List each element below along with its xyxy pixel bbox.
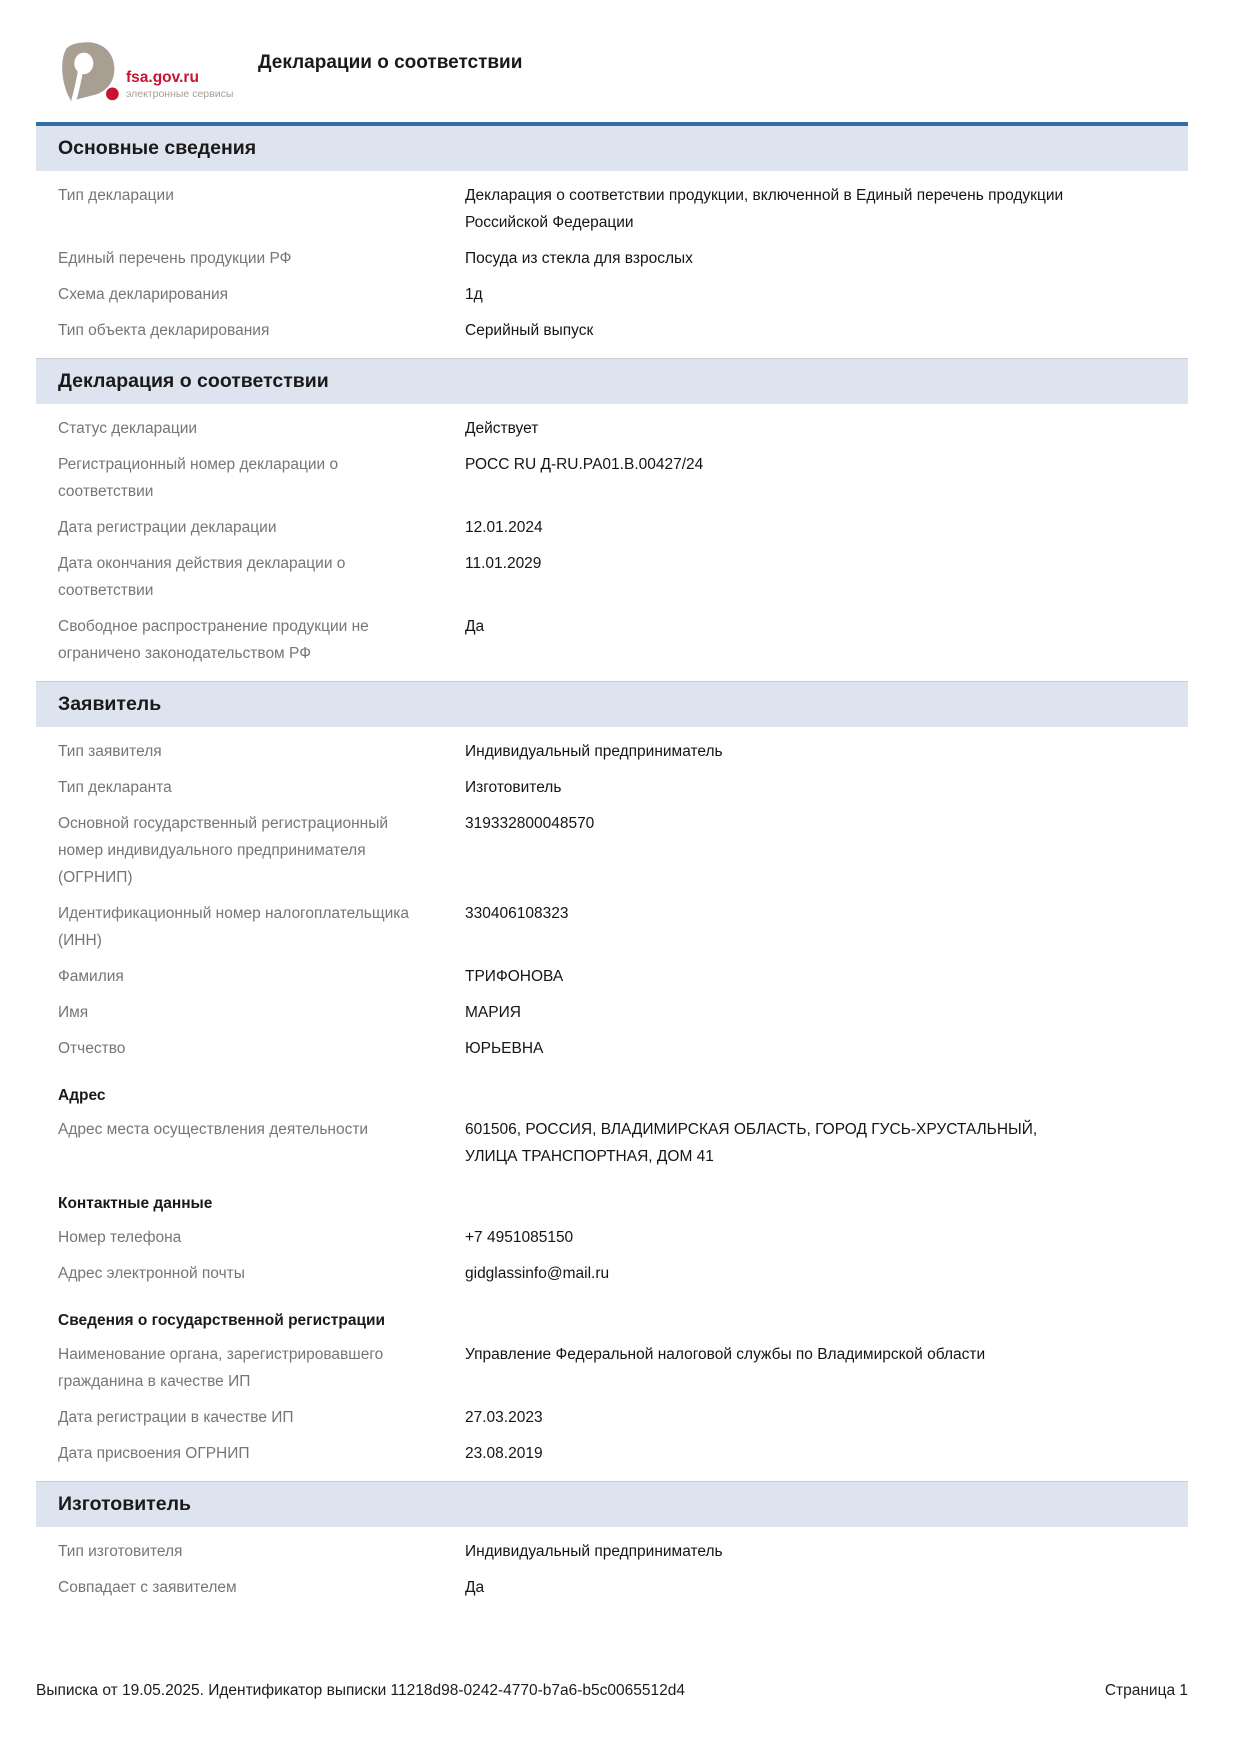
fsa-logo: [54, 40, 233, 102]
section-title: Декларация о соответствии: [36, 358, 1188, 404]
field-row: [36, 446, 1188, 509]
extract-info: Выписка от 19.05.2025. Идентификатор выписки 11218d98-0242-4770-b7a6-b5c0065512d4: [36, 1682, 686, 1699]
subsection-title: Адрес: [58, 1087, 106, 1104]
document-body: [36, 122, 1188, 1615]
field-row: [36, 1399, 1188, 1435]
field-value: 27.03.2023: [465, 1408, 543, 1426]
field-value: МАРИЯ: [465, 1003, 521, 1021]
fsa-logo-icon: [54, 40, 120, 102]
subsection-title: Контактные данные: [58, 1195, 213, 1212]
field-row: [36, 994, 1188, 1030]
field-label: Тип объекта декларирования: [58, 321, 270, 339]
field-value: Да: [465, 617, 485, 635]
field-label: Совпадает с заявителем: [58, 1578, 237, 1596]
field-value: Серийный выпуск: [465, 321, 594, 339]
field-label: Адрес электронной почты: [58, 1264, 245, 1282]
section-main-info: [36, 122, 1188, 358]
section-rows: [36, 727, 1188, 1481]
field-label: Тип изготовителя: [58, 1542, 183, 1560]
section-declaration: [36, 358, 1188, 681]
field-row: [36, 312, 1188, 348]
field-value: 23.08.2019: [465, 1444, 543, 1462]
field-value: 319332800048570: [465, 814, 595, 832]
field-row: [36, 1030, 1188, 1066]
field-value: ЮРЬЕВНА: [465, 1039, 544, 1057]
section-manufacturer: [36, 1481, 1188, 1615]
field-value: +7 4951085150: [465, 1228, 574, 1246]
field-value: Изготовитель: [465, 778, 562, 796]
section-applicant: [36, 681, 1188, 1481]
field-value: Индивидуальный предприниматель: [465, 742, 723, 760]
field-label: Адрес места осуществления деятельности: [58, 1120, 369, 1138]
field-value: Посуда из стекла для взрослых: [465, 249, 693, 267]
field-value: 12.01.2024: [465, 518, 543, 536]
field-label: Дата присвоения ОГРНИП: [58, 1444, 250, 1462]
logo-tagline: электронные сервисы: [126, 88, 234, 100]
field-label: Статус декларации: [58, 419, 198, 437]
field-row: [36, 895, 1188, 958]
field-label: Свободное распространение продукции не ограничено законодательством РФ: [58, 617, 369, 662]
field-label: Отчество: [58, 1039, 126, 1057]
field-label: Тип декларации: [58, 186, 174, 204]
field-value: gidglassinfo@mail.ru: [465, 1264, 610, 1282]
field-value: 330406108323: [465, 904, 569, 922]
field-row: [36, 608, 1188, 671]
field-value: Декларация о соответствии продукции, включенной в Единый перечень продукции Российской Федерации: [465, 186, 1064, 231]
page-footer: [36, 1681, 1188, 1701]
page-number: Страница 1: [1104, 1682, 1188, 1699]
field-row: [36, 410, 1188, 446]
field-row: [36, 1111, 1188, 1174]
field-value: Управление Федеральной налоговой службы по Владимирской области: [465, 1345, 986, 1363]
section-title: Основные сведения: [36, 122, 1188, 171]
field-row: [36, 805, 1188, 895]
field-value: ТРИФОНОВА: [465, 967, 564, 985]
section-rows: [36, 404, 1188, 681]
field-label: Основной государственный регистрационный номер индивидуального предпринимателя (ОГРНИП): [58, 814, 389, 886]
subsection-title: Сведения о государственной регистрации: [58, 1312, 386, 1329]
section-rows: [36, 1527, 1188, 1615]
field-value: Индивидуальный предприниматель: [465, 1542, 723, 1560]
page-title: Декларации о соответствии: [258, 52, 523, 73]
field-value: 1д: [465, 285, 483, 303]
field-row: [36, 240, 1188, 276]
page-header: [36, 0, 1188, 122]
field-row: [36, 177, 1188, 240]
field-label: Дата регистрации декларации: [58, 518, 277, 536]
section-rows: [36, 171, 1188, 358]
field-label: Дата окончания действия декларации о соответствии: [58, 554, 346, 599]
field-row: [36, 1435, 1188, 1471]
field-row: [36, 1533, 1188, 1569]
field-value: РОСС RU Д-RU.РА01.В.00427/24: [465, 455, 704, 473]
field-label: Имя: [58, 1003, 89, 1021]
logo-site-label: fsa.gov.ru: [126, 69, 199, 86]
field-row: [36, 276, 1188, 312]
field-row: [36, 769, 1188, 805]
field-row: [36, 1219, 1188, 1255]
logo-text: [126, 69, 233, 100]
field-row: [36, 1336, 1188, 1399]
logo-red-dot-icon: [106, 88, 119, 101]
field-label: Фамилия: [58, 967, 124, 985]
field-row: [36, 958, 1188, 994]
section-title: Заявитель: [36, 681, 1188, 727]
field-row: [36, 733, 1188, 769]
field-row: [36, 1255, 1188, 1291]
field-label: Наименование органа, зарегистрировавшего гражданина в качестве ИП: [58, 1345, 384, 1390]
field-value: 601506, РОССИЯ, ВЛАДИМИРСКАЯ ОБЛАСТЬ, ГОРОД ГУСЬ-ХРУСТАЛЬНЫЙ, УЛИЦА ТРАНСПОРТНАЯ, ДОМ 41: [465, 1120, 1038, 1165]
field-label: Номер телефона: [58, 1228, 182, 1246]
field-row: [36, 545, 1188, 608]
field-label: Единый перечень продукции РФ: [58, 249, 292, 267]
field-value: Действует: [465, 419, 539, 437]
field-row: [36, 1569, 1188, 1605]
field-value: Да: [465, 1578, 485, 1596]
field-label: Идентификационный номер налогоплательщика (ИНН): [58, 904, 410, 949]
field-label: Регистрационный номер декларации о соответствии: [58, 455, 339, 500]
field-label: Схема декларирования: [58, 285, 229, 303]
section-title: Изготовитель: [36, 1481, 1188, 1527]
field-label: Тип заявителя: [58, 742, 162, 760]
field-row: [36, 509, 1188, 545]
field-label: Тип декларанта: [58, 778, 172, 796]
field-value: 11.01.2029: [465, 554, 542, 572]
field-label: Дата регистрации в качестве ИП: [58, 1408, 294, 1426]
